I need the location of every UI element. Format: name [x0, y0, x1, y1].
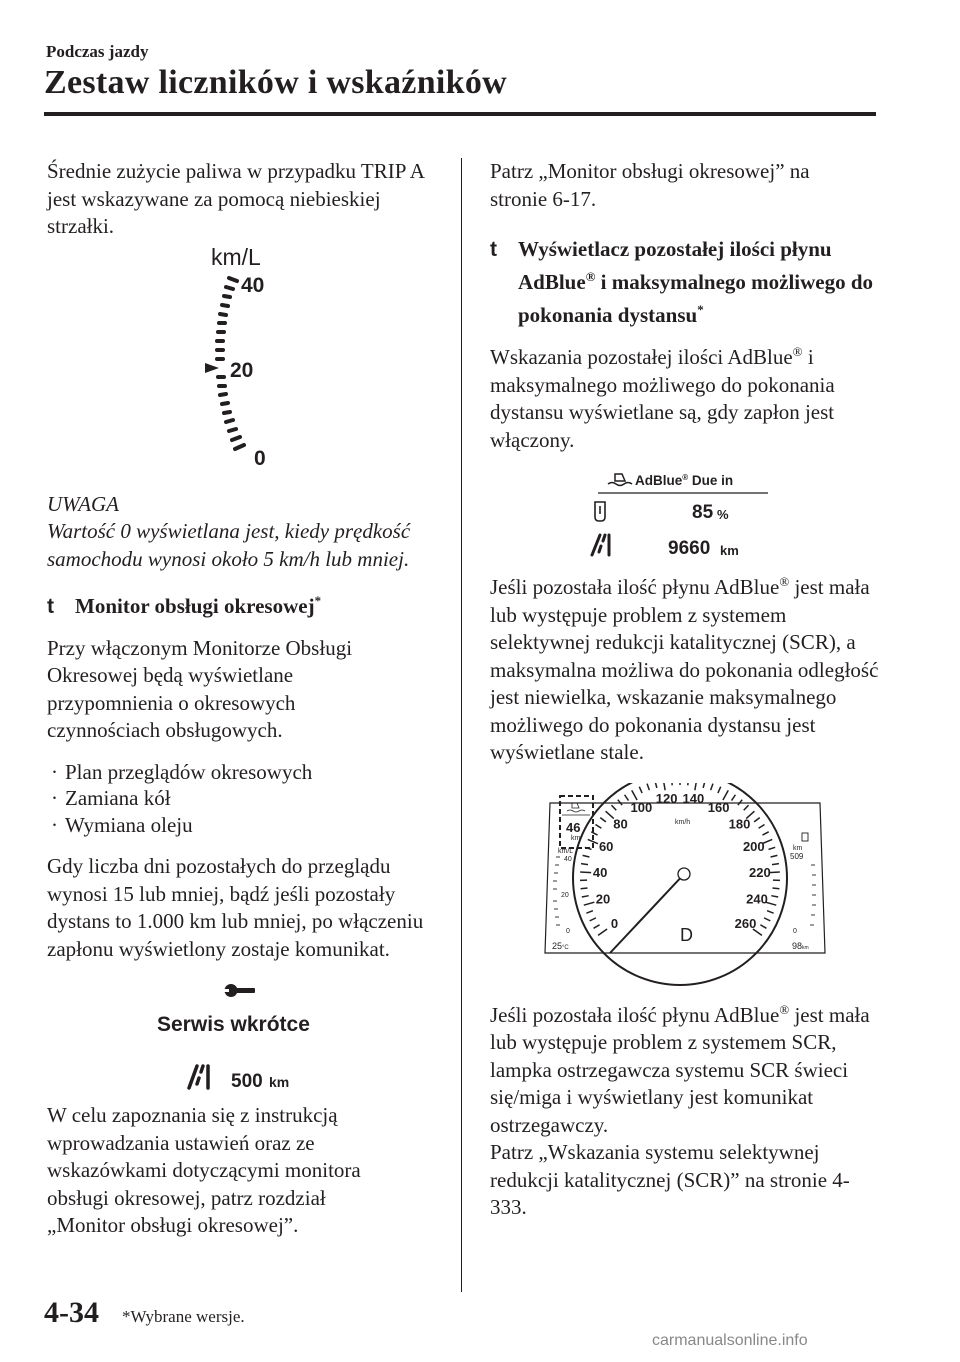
- speedometer-label: 80: [613, 816, 628, 832]
- road-distance-icon: [189, 1066, 208, 1088]
- speedometer-tick: [754, 817, 760, 821]
- left-paragraph-4: W celu zapoznania się z instrukcją wprowadzania ustawień oraz ze wskazówkami dotyczącymi monitora obsługi okresowej, patrz rozdział „Monitor obsługi okresowej”.: [47, 1103, 361, 1237]
- adblue-tank-icon: [595, 502, 605, 521]
- speedometer-display: [490, 783, 885, 988]
- left-paragraph-3: Gdy liczba dni pozostałych do przeglądu wynosi 15 lub mniej, bądź jeśli pozostały dystans to 1.000 km lub mniej, po włączeniu zapłonu wyświetlony zostaje komunikat.: [47, 854, 424, 961]
- speedometer-tick: [584, 902, 595, 905]
- speed-unit: km/h: [675, 818, 691, 826]
- road-distance-icon: [592, 535, 609, 555]
- speedometer-tick: [595, 824, 601, 828]
- speedometer-label: 100: [630, 799, 653, 815]
- adblue-small-unit: km: [571, 834, 581, 842]
- right-paragraph-3: Jeśli pozostała ilość płynu AdBlue® jest mała lub występuje problem z systemem selektywnej redukcji katalitycznej (SCR), a maksymalna możliwa do pokonania odległość jest niewielka, wskazanie maksymalnego możliwego do pokonania dystansu jest wyświetlane stale.: [490, 574, 879, 764]
- speedometer-tick: [732, 794, 736, 800]
- footnote: *Wybrane wersje.: [122, 1307, 245, 1326]
- fuel-economy-gauge: [47, 237, 442, 469]
- speedometer-tick: [769, 847, 776, 849]
- list-item: · Zamiana kół: [51, 786, 171, 810]
- gauge-label-0: 0: [254, 446, 266, 469]
- blue-arrow-icon: [205, 363, 219, 373]
- speedometer-label: 40: [592, 864, 608, 880]
- speedometer-tick: [625, 794, 629, 800]
- bullet-list: [47, 759, 442, 840]
- right-paragraph-2: Wskazania pozostałej ilości AdBlue® i maksymalnego możliwego do pokonania dystansu wyświetlane są, gdy zapłon jest włączony.: [490, 344, 835, 452]
- note-text: Wartość 0 wyświetlana jest, kiedy prędkość samochodu wynosi około 5 km/h lub mniej.: [47, 519, 411, 571]
- service-display: [47, 965, 442, 1100]
- gauge-label-40: 40: [241, 273, 265, 297]
- adblue-header: AdBlue® Due in: [635, 473, 734, 488]
- speedometer-label: 0: [610, 915, 619, 931]
- left-scale-20: 20: [561, 891, 569, 899]
- needle-hub: [678, 868, 690, 880]
- right-sub-value: 509: [790, 851, 804, 861]
- speedometer-tick: [672, 783, 673, 785]
- speedometer-tick: [723, 790, 728, 800]
- speedometer-tick: [771, 855, 778, 857]
- page-number: 4-34: [44, 1296, 99, 1329]
- speedometer-ticks: [580, 783, 780, 935]
- header-section: Podczas jazdy: [46, 42, 149, 61]
- column-divider: [461, 158, 462, 1292]
- right-sub-unit: km: [793, 844, 803, 852]
- service-distance-value: 500: [231, 1071, 263, 1092]
- speedometer-tick: [611, 805, 616, 810]
- speedometer-tick: [583, 855, 590, 857]
- left-column: [47, 158, 442, 1240]
- list-item: · Wymiana oleju: [51, 812, 193, 837]
- speedometer-label: 240: [746, 891, 768, 907]
- speedometer-tick: [655, 783, 657, 788]
- speedometer-tick: [760, 924, 766, 928]
- speedometer-tick: [695, 783, 697, 790]
- speedometer-label: 260: [734, 915, 757, 931]
- speedometer-tick: [663, 783, 665, 790]
- range-value: 98km: [792, 940, 809, 951]
- speedometer-tick: [632, 790, 637, 800]
- gauge-unit: km/L: [211, 243, 261, 270]
- adblue-range-unit: km: [720, 543, 739, 558]
- speedometer-needle: [610, 872, 686, 953]
- right-column: [490, 158, 885, 1222]
- speedometer-label: 140: [682, 790, 705, 806]
- speedometer-label: 60: [598, 838, 614, 854]
- speedometer-tick: [600, 817, 606, 821]
- speedometer-tick: [580, 871, 591, 872]
- speedometer-tick: [718, 786, 721, 792]
- service-distance-unit: km: [269, 1074, 290, 1090]
- left-paragraph-1: Średnie zużycie paliwa w przypadku TRIP A jest wskazywane za pomocą niebieskiej strzałki.: [47, 159, 424, 238]
- left-scale-0: 0: [566, 927, 570, 935]
- speedometer-tick: [586, 910, 593, 912]
- right-sub-zero: 0: [793, 927, 797, 935]
- adblue-fluid-icon: [567, 803, 585, 812]
- speedometer-label: 220: [749, 864, 771, 880]
- adblue-range-value: 9660: [668, 538, 711, 559]
- speedometer-tick: [759, 824, 765, 828]
- adblue-percent-value: 85: [692, 502, 714, 523]
- left-sub-unit: km/L: [558, 847, 574, 855]
- fuel-pump-icon: [802, 833, 808, 841]
- gear-indicator: D: [680, 924, 693, 945]
- speedometer-label: 20: [595, 891, 611, 907]
- speedometer-tick: [764, 917, 770, 920]
- speedometer-tick: [772, 863, 779, 864]
- speedometer-label: 180: [728, 816, 751, 832]
- speedometer-tick: [762, 831, 768, 834]
- speedometer-label: 120: [655, 790, 678, 806]
- adblue-percent-unit: %: [717, 507, 729, 522]
- speedometer-tick: [581, 863, 588, 864]
- speedometer-tick: [582, 895, 589, 896]
- temperature-value: 25°C: [552, 940, 569, 951]
- speedometer-tick: [703, 783, 705, 788]
- adblue-fluid-icon: [608, 474, 632, 486]
- speedometer-label: 160: [707, 799, 730, 815]
- right-paragraph-1: Patrz „Monitor obsługi okresowej” na stronie 6-17.: [490, 159, 810, 211]
- speedometer-tick: [647, 783, 649, 790]
- speedometer-tick: [598, 929, 607, 935]
- speedometer-tick: [581, 887, 588, 888]
- section-marker: t: [47, 595, 54, 618]
- speedometer-tick: [590, 917, 596, 920]
- page-title: Zestaw liczników i wskaźników: [44, 64, 508, 101]
- adblue-display: [490, 468, 885, 560]
- speedometer-tick: [744, 805, 749, 810]
- section-marker: t: [490, 238, 497, 261]
- speedometer-tick: [594, 924, 600, 928]
- speedometer-tick: [772, 887, 779, 888]
- speedometer-tick: [688, 783, 689, 785]
- right-paragraph-4: Jeśli pozostała ilość płynu AdBlue® jest mała lub występuje problem z systemem SCR, lampka ostrzegawcza systemu SCR świeci się/miga i wyświetlany jest komunikat ostrzegawczy.: [490, 1001, 870, 1137]
- service-message: Serwis wkrótce: [157, 1013, 310, 1036]
- section-heading-maintenance: t Monitor obsługi okresowej*: [47, 593, 442, 621]
- list-item: · Plan przeglądów okresowych: [51, 759, 313, 784]
- right-paragraph-5: Patrz „Wskazania systemu selektywnej redukcji katalitycznej (SCR)” na stronie 4-333.: [490, 1140, 850, 1219]
- speedometer-tick: [767, 910, 774, 912]
- speedometer-tick: [711, 783, 713, 790]
- wrench-icon: [223, 984, 255, 997]
- speedometer-labels: [593, 791, 771, 931]
- left-scale-40: 40: [564, 855, 572, 863]
- left-paragraph-2: Przy włączonym Monitorze Obsługi Okresowej będą wyświetlane przypomnienia o okresowych czynnościach obsługowych.: [47, 635, 353, 742]
- speedometer-tick: [771, 895, 778, 896]
- speedometer-tick: [639, 786, 642, 792]
- speedometer-label: 200: [742, 838, 765, 854]
- note-title: UWAGA: [47, 491, 120, 516]
- gauge-label-20: 20: [230, 358, 254, 382]
- watermark: carmanualsonline.info: [652, 1332, 808, 1349]
- speedometer-tick: [591, 831, 597, 834]
- adblue-small-value: 46: [566, 819, 581, 835]
- section-heading-adblue: t Wyświetlacz pozostałej ilości płynu AdBlue® i maksymalnego możliwego do pokonania dystansu*: [490, 233, 888, 332]
- header-rule: [44, 112, 876, 116]
